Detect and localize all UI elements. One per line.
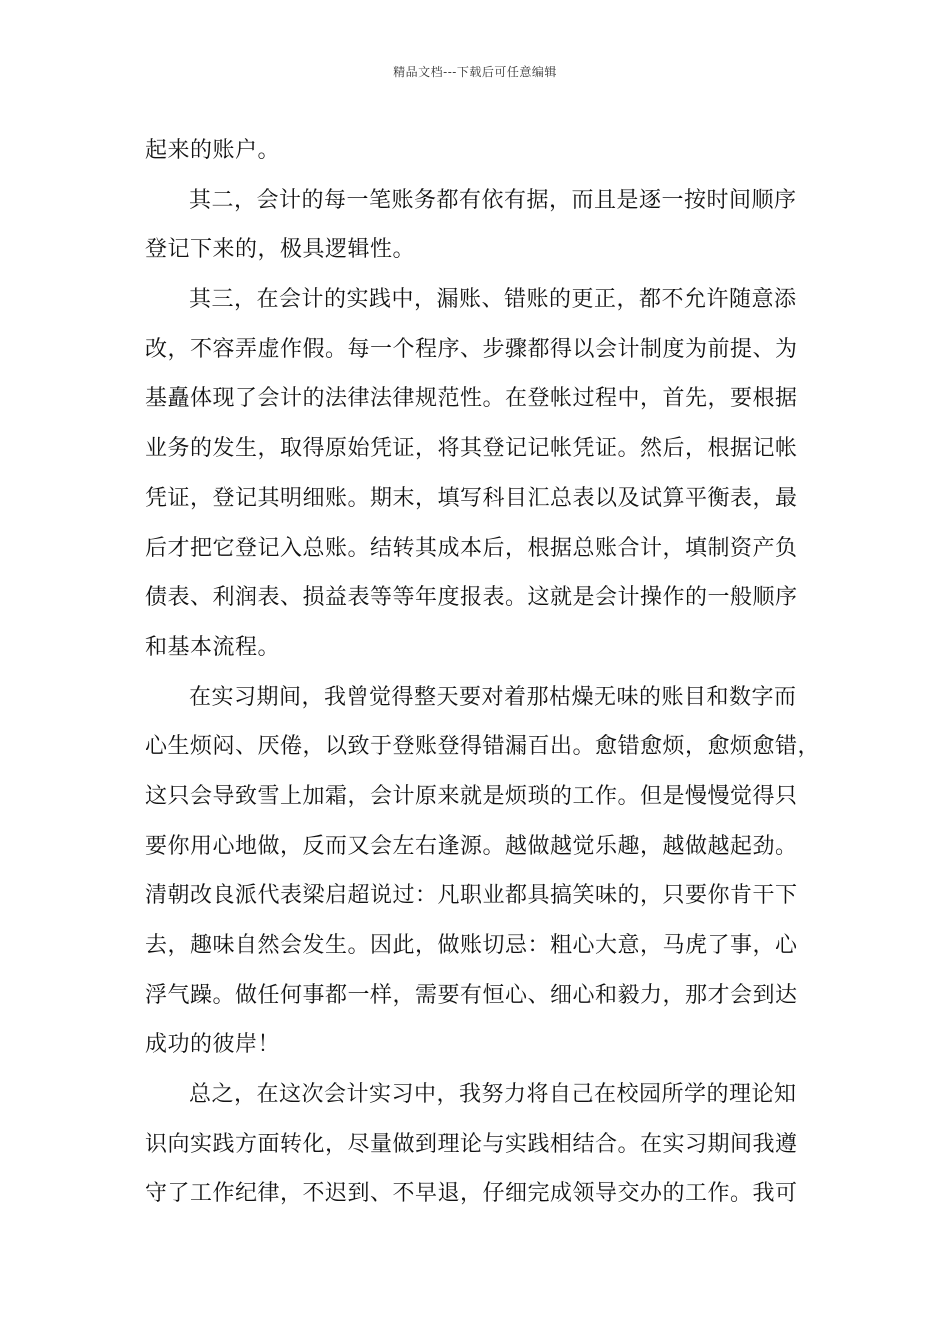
- text-line: 去，趣味自然会发生。因此，做账切忌：粗心大意，马虎了事，心: [145, 933, 798, 958]
- paragraph-start-line: 在实习期间，我曾觉得整天要对着那枯燥无味的账目和数字而: [189, 684, 797, 710]
- text-line: 基矗体现了会计的法律法律规范性。在登帐过程中，首先，要根据: [145, 386, 798, 412]
- paragraph-start-line: 总之，在这次会计实习中，我努力将自己在校园所学的理论知: [189, 1082, 797, 1108]
- text-line: 起来的账户。: [145, 138, 281, 163]
- text-line: 守了工作纪律，不迟到、不早退，仔细完成领导交办的工作。我可: [145, 1181, 798, 1207]
- text-line: 业务的发生，取得原始凭证，将其登记记帐凭证。然后，根据记帐: [145, 436, 798, 462]
- text-line: 要你用心地做，反而又会左右逢源。越做越觉乐趣，越做越起劲。: [145, 833, 798, 859]
- document-body: [145, 131, 831, 1224]
- text-line: 和基本流程。: [145, 634, 281, 660]
- text-line: 后才把它登记入总账。结转其成本后，根据总账合计，填制资产负: [145, 535, 798, 561]
- paragraph-start-line: 其二，会计的每一笔账务都有依有据，而且是逐一按时间顺序: [189, 187, 797, 213]
- text-line: 浮气躁。做任何事都一样，需要有恒心、细心和毅力，那才会到达: [145, 982, 798, 1008]
- text-line: 改，不容弄虚作假。每一个程序、步骤都得以会计制度为前提、为: [145, 336, 798, 362]
- text-line: 这只会导致雪上加霜，会计原来就是烦琐的工作。但是慢慢觉得只: [145, 783, 798, 809]
- text-line: 债表、利润表、损益表等等年度报表。这就是会计操作的一般顺序: [145, 585, 798, 611]
- text-line: 清朝改良派代表梁启超说过：凡职业都具搞笑味的，只要你肯干下: [145, 883, 798, 909]
- paragraph-start-line: 其三，在会计的实践中，漏账、错账的更正，都不允许随意添: [189, 287, 797, 313]
- text-line: 凭证，登记其明细账。期末，填写科目汇总表以及试算平衡表，最: [145, 485, 798, 511]
- text-line: 识向实践方面转化，尽量做到理论与实践相结合。在实习期间我遵: [145, 1131, 798, 1157]
- page-header: 精品文档---下载后可任意编辑: [393, 65, 557, 79]
- text-line: 心生烦闷、厌倦，以致于登账登得错漏百出。愈错愈烦，愈烦愈错，: [145, 734, 821, 760]
- text-line: 成功的彼岸！: [145, 1032, 281, 1058]
- text-line: 登记下来的，极具逻辑性。: [145, 237, 416, 263]
